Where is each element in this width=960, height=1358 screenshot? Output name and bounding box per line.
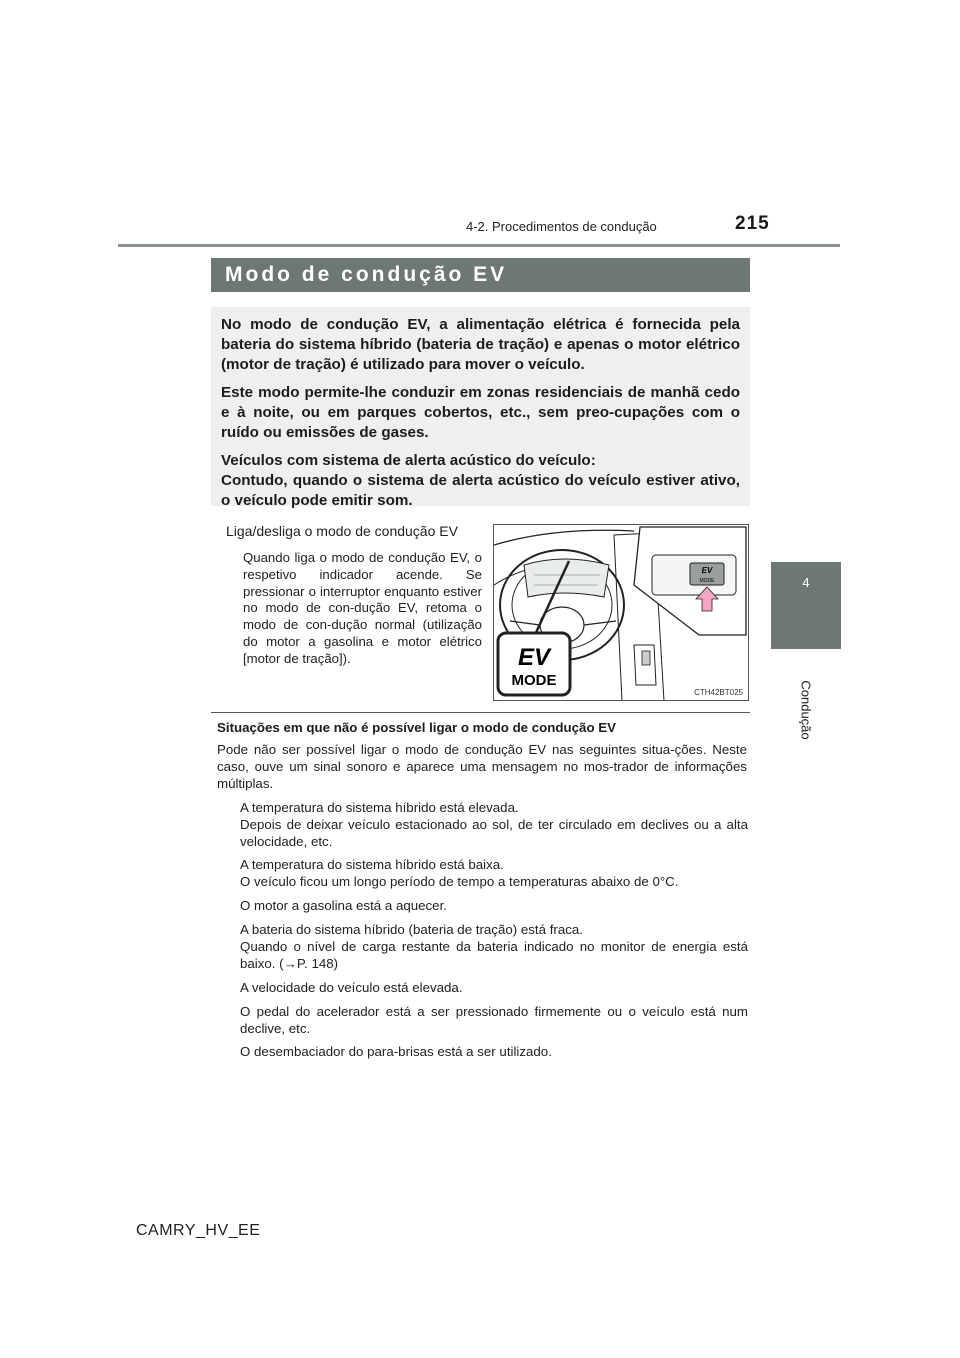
condition-detail: Depois de deixar veículo estacionado ao sol, de ter circulado em declives ou a alta velocidade, etc. xyxy=(240,817,748,849)
condition-title: A temperatura do sistema híbrido está baixa. xyxy=(240,857,504,872)
ev-label: EV xyxy=(517,644,551,671)
section-title-bar xyxy=(211,258,750,292)
document-code: CAMRY_HV_EE xyxy=(136,1222,261,1239)
condition-title: O desembaciador do para-brisas está a ser utilizado. xyxy=(240,1044,552,1059)
condition-title: A temperatura do sistema híbrido está elevada. xyxy=(240,800,519,815)
intro-box xyxy=(211,307,750,509)
figure-code: CTH42BT025 xyxy=(694,688,743,697)
page-number: 215 xyxy=(735,213,770,234)
section-reference: 4-2. Procedimentos de condução xyxy=(466,219,657,234)
condition-item xyxy=(240,921,748,972)
intro-paragraph-3-heading: Veículos com sistema de alerta acústico do veículo: xyxy=(221,452,596,469)
condition-title: A bateria do sistema híbrido (bateria de tração) está fraca. xyxy=(240,922,583,937)
condition-item xyxy=(240,979,748,996)
condition-title: O pedal do acelerador está a ser pressionado firmemente ou o veículo está num declive, etc. xyxy=(240,1004,748,1036)
intro-paragraph-2: Este modo permite-lhe conduzir em zonas residenciais de manhã cedo e à noite, ou em parques cobertos, etc., sem preo-cupações com o ruído ou emissões de gases. xyxy=(221,384,740,441)
intro-paragraph-3-body: Contudo, quando o sistema de alerta acústico do veículo estiver ativo, o veículo pode emitir som. xyxy=(221,472,740,509)
condition-detail: O veículo ficou um longo período de tempo a temperaturas abaixo de 0°C. xyxy=(240,874,679,889)
condition-item xyxy=(240,897,748,914)
chapter-number: 4 xyxy=(802,575,810,590)
header-divider xyxy=(118,244,840,247)
ev-mode-illustration xyxy=(493,524,749,701)
condition-item xyxy=(240,1003,748,1037)
toggle-heading: Liga/desliga o modo de condução EV xyxy=(226,523,458,539)
small-ev-label: EV xyxy=(701,566,713,575)
toggle-description: Quando liga o modo de condução EV, o respetivo indicador acende. Se pressionar o interruptor enquanto estiver no modo de con-dução EV, retoma o modo de con-dução normal (utilização do motor a gasolina e motor elétrico [motor de tração]). xyxy=(243,550,482,666)
situations-intro: Pode não ser possível ligar o modo de condução EV nas seguintes situa-ções. Neste caso, ouve um sinal sonoro e aparece uma mensagem no mos-trador de informações múltiplas. xyxy=(217,742,747,791)
condition-title: A velocidade do veículo está elevada. xyxy=(240,980,463,995)
condition-item xyxy=(240,799,748,850)
section-title: Modo de condução EV xyxy=(225,263,508,286)
condition-item xyxy=(240,1043,748,1060)
intro-paragraph-1: No modo de condução EV, a alimentação elétrica é fornecida pela bateria do sistema híbrido (bateria de tração) e apenas o motor elétrico (motor de tração) é utilizado para mover o veículo. xyxy=(221,316,740,373)
condition-item xyxy=(240,856,748,890)
chapter-label-text: Condução xyxy=(798,680,814,740)
mode-label: MODE xyxy=(511,672,557,689)
section-divider xyxy=(211,712,750,713)
chapter-label xyxy=(771,665,841,755)
small-mode-label: MODE xyxy=(699,578,715,584)
dashboard-drawing xyxy=(494,525,749,701)
condition-detail: Quando o nível de carga restante da bateria indicado no monitor de energia está baixo. (→P. 148) xyxy=(240,939,748,971)
condition-title: O motor a gasolina está a aquecer. xyxy=(240,898,447,913)
situations-heading: Situações em que não é possível ligar o modo de condução EV xyxy=(217,720,617,735)
